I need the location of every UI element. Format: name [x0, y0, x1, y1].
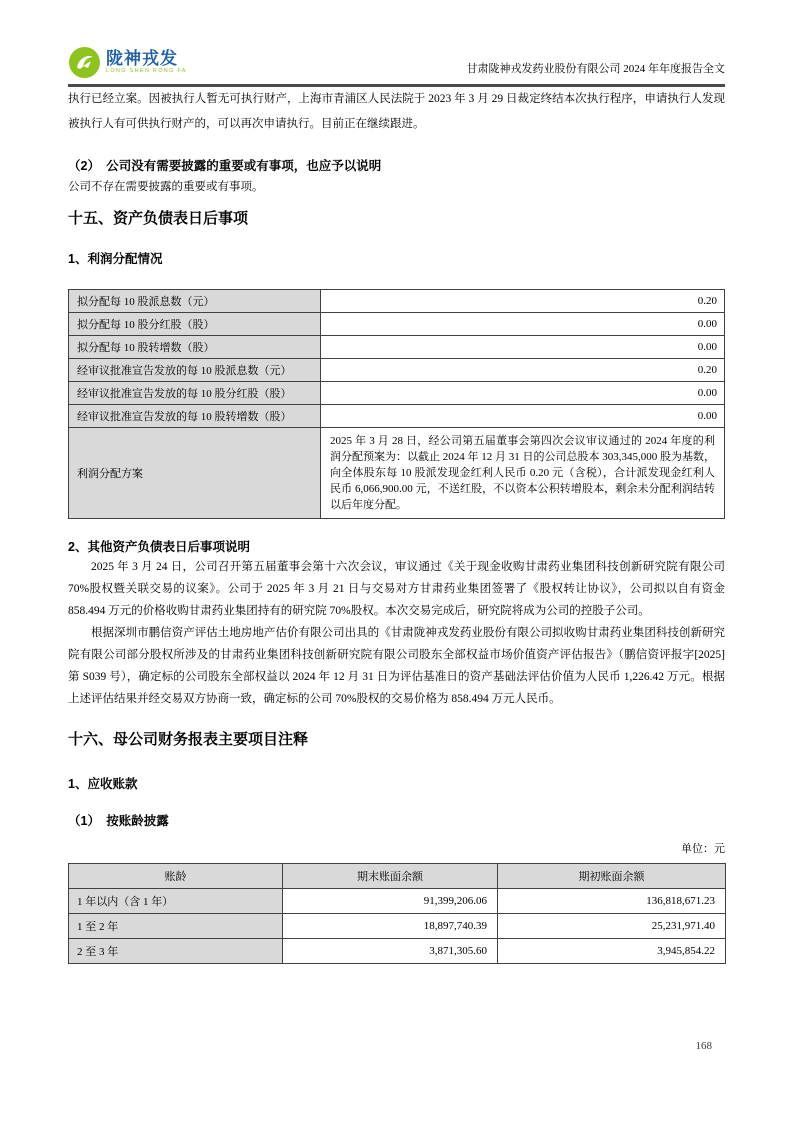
ending-balance: 18,897,740.39 [283, 914, 498, 939]
table-row [69, 359, 725, 382]
beginning-balance: 3,945,854.22 [498, 939, 726, 964]
unit-note: 单位：元 [681, 843, 725, 855]
table-row [69, 313, 725, 336]
continuation-paragraph: 执行已经立案。因被执行人暂无可执行财产，上海市青浦区人民法院于 2023 年 3 月 29 日裁定终结本次执行程序，申请执行人发现被执行人有可供执行财产的，可以再次申请执行。目前正在继续跟进。 [68, 93, 725, 130]
table-row [69, 914, 726, 939]
col-header-ending-balance: 期末账面余额 [283, 864, 498, 889]
row-value: 0.00 [321, 405, 725, 428]
plan-label: 利润分配方案 [69, 428, 321, 519]
table-row [69, 889, 726, 914]
section16-title: 十六、母公司财务报表主要项目注释 [68, 731, 309, 748]
section15-sub2-title: 2、其他资产负债表日后事项说明 [68, 540, 250, 554]
section16-sub1-1-title: （1） 按账龄披露 [68, 814, 169, 828]
row-value: 0.00 [321, 336, 725, 359]
col-header-beginning-balance: 期初账面余额 [498, 864, 726, 889]
ending-balance: 3,871,305.60 [283, 939, 498, 964]
aging-disclosure-table [68, 863, 726, 964]
row-label: 拟分配每 10 股派息数（元） [69, 290, 321, 313]
page-header [68, 46, 725, 87]
aging-label: 1 至 2 年 [69, 914, 283, 939]
logo-bird-icon [68, 46, 101, 79]
row-label: 经审议批准宣告发放的每 10 股转增数（股） [69, 405, 321, 428]
aging-label: 1 年以内（含 1 年） [69, 889, 283, 914]
row-value: 0.20 [321, 290, 725, 313]
beginning-balance: 25,231,971.40 [498, 914, 726, 939]
table-row [69, 382, 725, 405]
logo-cn-text: 陇神戎发 [106, 49, 178, 69]
col-header-aging: 账龄 [69, 864, 283, 889]
company-logo [68, 46, 187, 79]
beginning-balance: 136,818,671.23 [498, 889, 726, 914]
logo-en-text: LONG SHEN RONG FA [106, 68, 187, 75]
table-row-profit-plan [69, 428, 725, 519]
row-label: 经审议批准宣告发放的每 10 股派息数（元） [69, 359, 321, 382]
row-label: 经审议批准宣告发放的每 10 股分红股（股） [69, 382, 321, 405]
row-value: 0.00 [321, 313, 725, 336]
table-header-row [69, 864, 726, 889]
heading-no-contingency: （2） 公司没有需要披露的重要或有事项，也应予以说明 [68, 159, 382, 173]
aging-label: 2 至 3 年 [69, 939, 283, 964]
section15-sub1-title: 1、利润分配情况 [68, 252, 163, 266]
plan-text: 2025 年 3 月 28 日，经公司第五届董事会第四次会议审议通过的 2024 年度的利润分配预案为：以截止 2024 年 12 月 31 日的公司总股本 303,345,000 股为基数，向全体股东每 10 股派发现金红利人民币 0.20 元（含税），合计派发现金红利人民币 6,066,900.00 元，不送红股，不以资本公积转增股本，剩余未分配利润结转以后年度分配。 [321, 428, 725, 519]
table-row [69, 336, 725, 359]
row-label: 拟分配每 10 股分红股（股） [69, 313, 321, 336]
page-number: 168 [695, 1040, 712, 1052]
valuation-paragraph: 根据深圳市鹏信资产评估土地房地产估价有限公司出具的《甘肃陇神戎发药业股份有限公司拟收购甘肃药业集团科技创新研究院有限公司部分股权所涉及的甘肃药业集团科技创新研究院有限公司股东全部权益市场价值资产评估报告》（鹏信资评报字[2025]第 S039 号），确定标的公司股东全部权益以 2024 年 12 月 31 日为评估基准日的资产基础法评估价值为人民币 1,226.42 万元。根据上述评估结果并经交易双方协商一致，确定标的公司 70%股权的交易价格为 858.494 万元人民币。 [68, 627, 725, 705]
no-contingency-paragraph: 公司不存在需要披露的重要或有事项。 [68, 181, 264, 193]
row-label: 拟分配每 10 股转增数（股） [69, 336, 321, 359]
table-row [69, 405, 725, 428]
table-row [69, 939, 726, 964]
section15-title: 十五、资产负债表日后事项 [68, 210, 249, 227]
row-value: 0.00 [321, 382, 725, 405]
profit-distribution-table [68, 289, 725, 519]
logo-text [106, 50, 187, 75]
row-value: 0.20 [321, 359, 725, 382]
section16-sub1-title: 1、应收账款 [68, 777, 138, 791]
page-content [0, 87, 793, 964]
ending-balance: 91,399,206.06 [283, 889, 498, 914]
acquisition-paragraph: 2025 年 3 月 24 日，公司召开第五届董事会第十六次会议，审议通过《关于现金收购甘肃药业集团科技创新研究院有限公司 70%股权暨关联交易的议案》。公司于 2025 年 3 月 21 日与交易对方甘肃药业集团签署了《股权转让协议》，公司拟以自有资金 858.494 万元的价格收购甘肃药业集团持有的研究院 70%股权。本次交易完成后，研究院将成为公司的控股子公司。 [68, 561, 725, 617]
document-title: 甘肃陇神戎发药业股份有限公司 2024 年年度报告全文 [466, 63, 725, 75]
table-row [69, 290, 725, 313]
